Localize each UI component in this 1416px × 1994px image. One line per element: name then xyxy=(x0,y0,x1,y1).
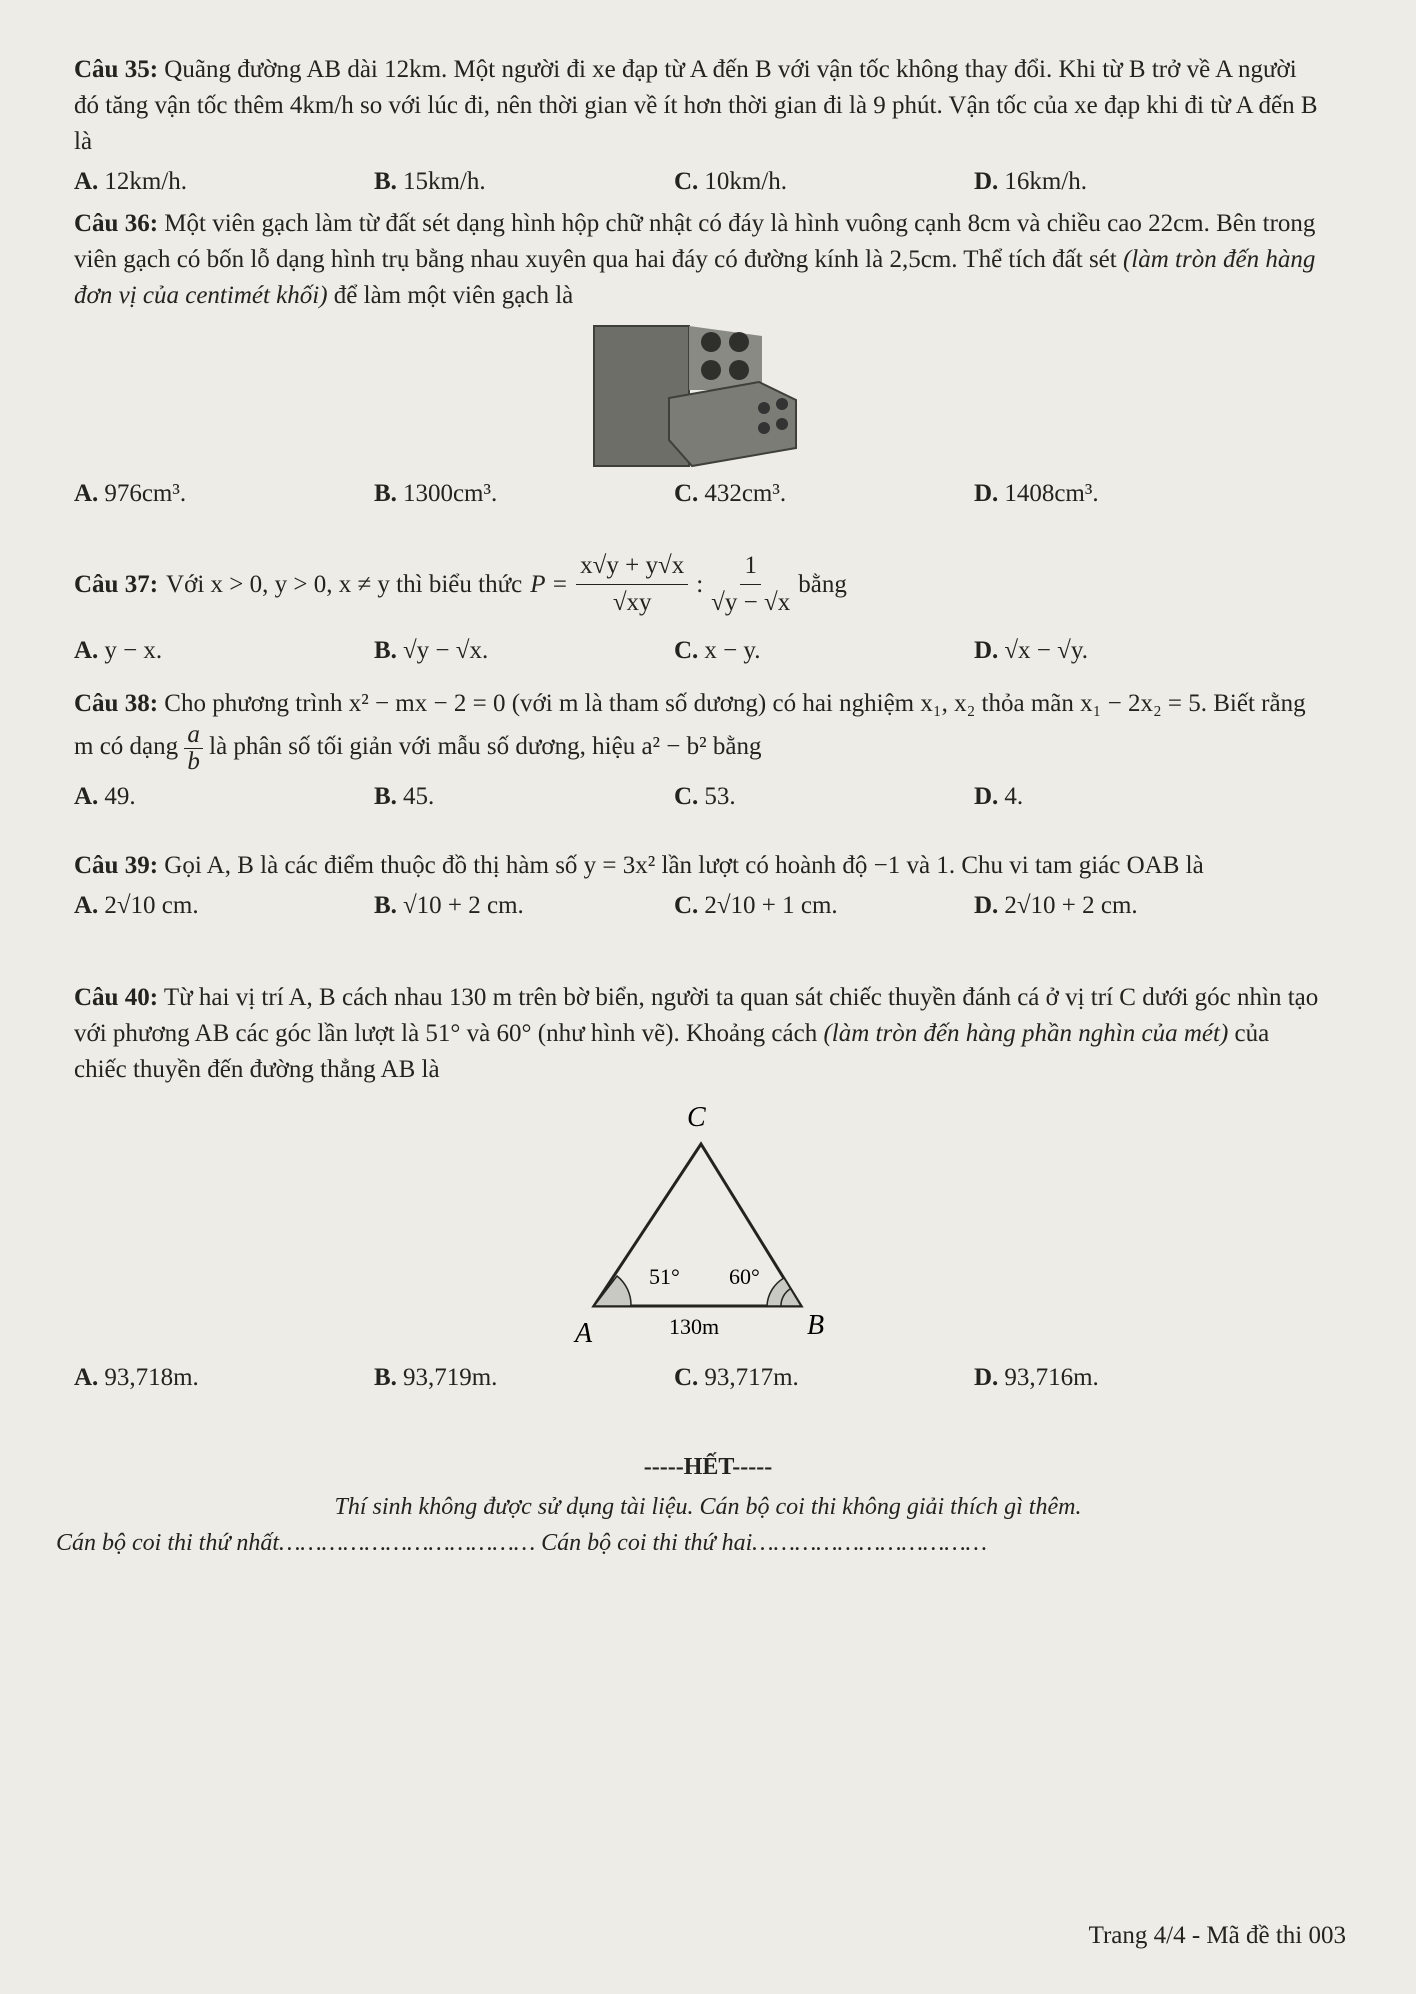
triangle-diagram xyxy=(539,1094,859,1354)
triangle-figure xyxy=(74,1094,1324,1354)
proctor-1-dots: ……………………………… xyxy=(279,1530,536,1556)
question-text: Cho phương trình x² − mx − 2 = 0 (với m là tham số dương) có hai nghiệm x₁, x₂ thỏa mãn x₁ − 2x₂ = 5. Biết rằng m có dạng xyxy=(74,690,1306,761)
option-d: D. 93,716m. xyxy=(974,1364,1099,1391)
option-a: A. 49. xyxy=(74,783,136,810)
question-note: (làm tròn đến hàng đơn vị của centimét khối) xyxy=(74,246,1316,309)
question-number: Câu 40: xyxy=(74,984,159,1011)
label-b: B xyxy=(807,1310,825,1341)
question-number: Câu 39: xyxy=(74,852,159,879)
colon: : xyxy=(696,570,704,598)
angle-b-arc xyxy=(767,1278,801,1306)
options xyxy=(74,888,1324,924)
angle-b-label: 60° xyxy=(729,1264,760,1289)
option-c: C. 93,717m. xyxy=(674,1364,799,1391)
option-c: C. 2√10 + 1 cm. xyxy=(674,892,838,919)
option-c: C. x − y. xyxy=(674,637,761,664)
options xyxy=(74,476,1324,512)
question-35 xyxy=(74,52,1324,200)
base-label: 130m xyxy=(669,1314,720,1339)
question-text: Từ hai vị trí A, B cách nhau 130 m trên bờ biển, người ta quan sát chiếc thuyền đánh cá ở vị trí C dưới góc nhìn tạo với phương AB các góc lần lượt là 51° và 60° (như hình vẽ). Khoảng cách xyxy=(74,984,1319,1047)
expr-p: P = xyxy=(530,570,569,598)
question-note: (làm tròn đến hàng phần nghìn của mét) xyxy=(823,1020,1229,1047)
question-39 xyxy=(74,848,1324,924)
option-c: C. 10km/h. xyxy=(674,168,787,195)
proctor-line xyxy=(56,1530,1356,1557)
page-number: Trang 4/4 - Mã đề thi 003 xyxy=(1088,1922,1346,1949)
question-text-end: bằng xyxy=(798,570,847,598)
option-b: B. 93,719m. xyxy=(374,1364,498,1391)
question-text-end: là phân số tối giản với mẫu số dương, hiệu a² − b² bằng xyxy=(209,733,762,761)
options xyxy=(74,1360,1324,1396)
exam-notice: Thí sinh không được sử dụng tài liệu. Cán bộ coi thi không giải thích gì thêm. xyxy=(334,1494,1082,1520)
option-a: A. 2√10 cm. xyxy=(74,892,199,919)
question-text-end: của chiếc thuyền đến đường thẳng AB là xyxy=(74,1020,1270,1083)
option-b: B. 15km/h. xyxy=(374,168,486,195)
option-d: D. 16km/h. xyxy=(974,168,1087,195)
option-d: D. 1408cm³. xyxy=(974,480,1099,507)
option-a: A. 976cm³. xyxy=(74,480,187,507)
option-a: A. y − x. xyxy=(74,637,163,664)
brick-figure xyxy=(74,320,1324,470)
option-c: C. 432cm³. xyxy=(674,480,787,507)
question-number: Câu 35: xyxy=(74,56,159,83)
question-40 xyxy=(74,980,1324,1396)
label-c: C xyxy=(687,1102,706,1133)
option-a: A. 93,718m. xyxy=(74,1364,199,1391)
fraction-1: $\frac{x√y + y√x}{√xy}$ xyxy=(576,548,688,621)
question-text-end: để làm một viên gạch là xyxy=(333,282,574,309)
option-d: D. 4. xyxy=(974,783,1024,810)
option-d: D. √x − √y. xyxy=(974,637,1088,664)
question-text: Với x > 0, y > 0, x ≠ y thì biểu thức xyxy=(166,570,523,598)
question-number: Câu 37: xyxy=(74,570,159,598)
option-b: B. √10 + 2 cm. xyxy=(374,892,524,919)
option-c: C. 53. xyxy=(674,783,736,810)
options xyxy=(74,164,1324,200)
fraction-2: 1 √y − √x xyxy=(711,548,790,621)
question-number: Câu 38: xyxy=(74,690,159,717)
question-text: Quãng đường AB dài 12km. Một người đi xe đạp từ A đến B với vận tốc không thay đổi. Khi từ B trở về A người đó tăng vận tốc thêm 4km/h so với lúc đi, nên thời gian về ít hơn thời gian đi là 9 phút. Vận tốc của xe đạp khi đi từ A đến B là xyxy=(74,56,1318,155)
options xyxy=(74,633,1324,669)
question-37 xyxy=(74,548,1324,669)
options xyxy=(74,779,1324,815)
brick-image xyxy=(574,320,824,470)
question-number: Câu 36: xyxy=(74,210,159,237)
question-36 xyxy=(74,206,1324,512)
option-b: B. 1300cm³. xyxy=(374,480,498,507)
proctor-2-dots: …………………………… xyxy=(752,1530,988,1556)
option-b: B. √y − √x. xyxy=(374,637,489,664)
proctor-2: Cán bộ coi thi thứ hai xyxy=(541,1530,753,1556)
angle-a-label: 51° xyxy=(649,1264,680,1289)
end-marker: -----HẾT----- xyxy=(643,1454,773,1480)
option-b: B. 45. xyxy=(374,783,435,810)
question-text: Một viên gạch làm từ đất sét dạng hình hộp chữ nhật có đáy là hình vuông cạnh 8cm và chiều cao 22cm. Bên trong viên gạch có bốn lỗ dạng hình trụ bằng nhau xuyên qua hai đáy có đường kính là 2,5cm. Thể tích đất sét xyxy=(74,210,1316,273)
question-text: Gọi A, B là các điểm thuộc đồ thị hàm số y = 3x² lần lượt có hoành độ −1 và 1. Chu vi tam giác OAB là xyxy=(164,852,1204,879)
fraction-a-b: $\frac{a}{b}$ xyxy=(184,722,203,775)
option-d: D. 2√10 + 2 cm. xyxy=(974,892,1138,919)
question-38 xyxy=(74,686,1324,815)
label-a: A xyxy=(575,1318,593,1349)
proctor-1: Cán bộ coi thi thứ nhất xyxy=(56,1530,280,1556)
option-a: A. 12km/h. xyxy=(74,168,187,195)
triangle-abc xyxy=(594,1144,801,1306)
